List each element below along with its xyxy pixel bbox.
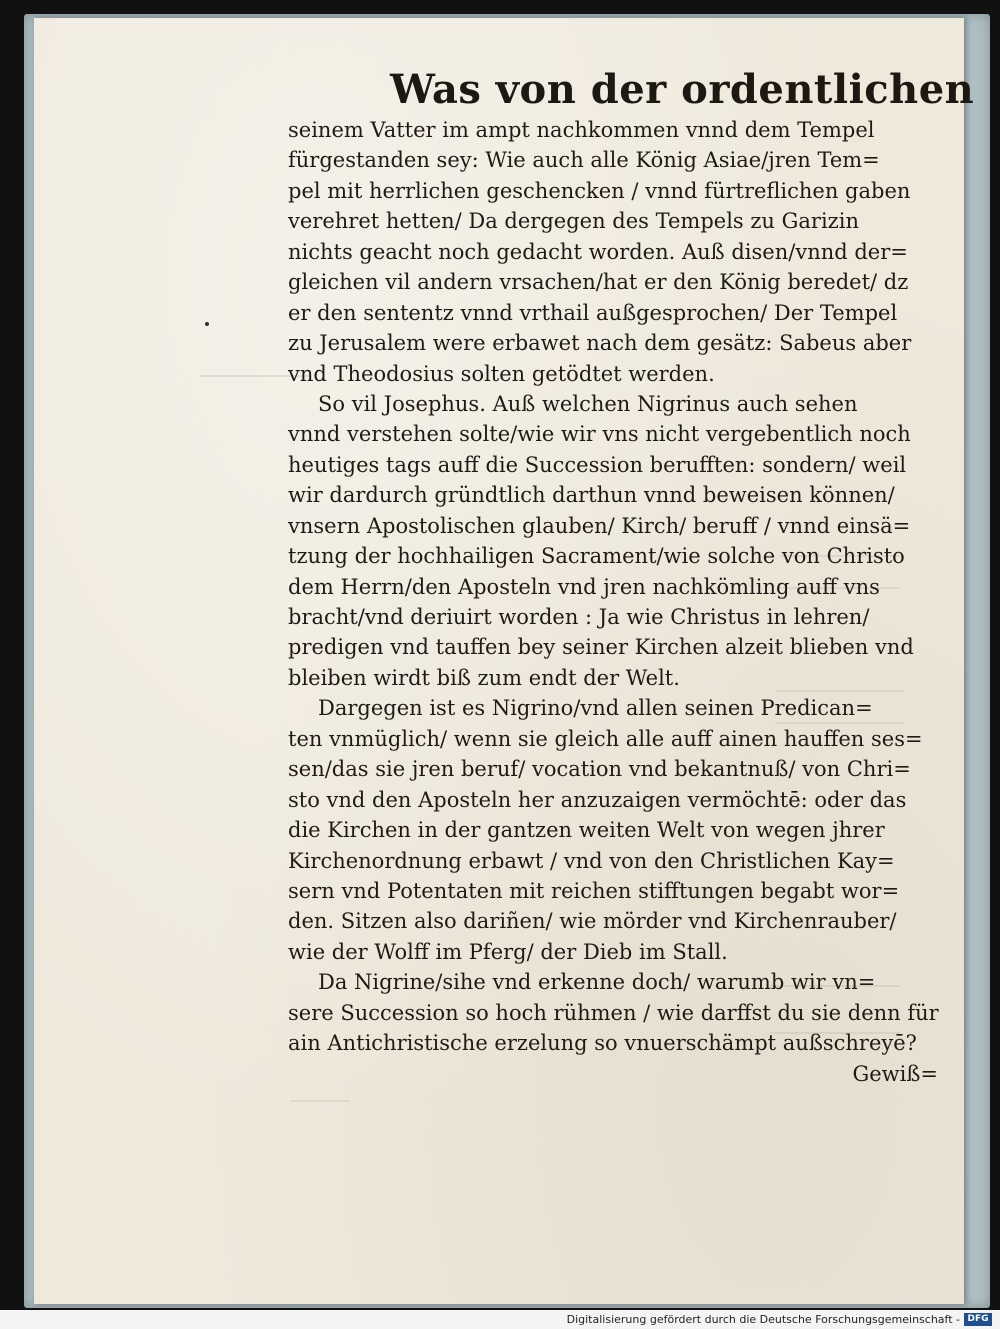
text-line: bracht/vnd deriuirt worden : Ja wie Christus in lehren/: [288, 605, 870, 629]
body-text: [288, 115, 938, 1089]
text-line: sere Succession so hoch rühmen / wie darffst du sie denn für: [288, 1000, 939, 1025]
text-line: tzung der hochhailigen Sacrament/wie solche von Christo: [288, 544, 905, 569]
text-line: bleiben wirdt biß zum endt der Welt.: [288, 665, 680, 690]
catchword: Gewiß=: [852, 1061, 938, 1086]
text-line: nichts geacht noch gedacht worden. Auß disen/vnnd der=: [288, 239, 908, 264]
text-line: heutiges tags auff die Succession berufften: sondern/ weil: [288, 452, 907, 477]
text-line: zu Jerusalem were erbawet nach dem gesätz: Sabeus aber: [288, 331, 912, 356]
text-line: Kirchenordnung erbawt / vnd von den Christlichen Kay=: [288, 848, 895, 873]
text-line: ain Antichristische erzelung so vnuerschämpt außschreyē?: [288, 1031, 917, 1056]
text-line: die Kirchen in der gantzen weiten Welt von wegen jhrer: [288, 818, 885, 843]
running-head: Was von der ordentlichen: [390, 66, 975, 113]
margin-ink-dot: [205, 322, 209, 326]
text-line: er den sententz vnnd vrthail außgesprochen/ Der Tempel: [288, 300, 898, 325]
paragraph-start-line: Dargegen ist es Nigrino/vnd allen seinen Predican=: [318, 696, 873, 721]
text-line: wie der Wolff im Pferg/ der Dieb im Stall.: [288, 939, 728, 964]
text-line: gleichen vil andern vrsachen/hat er den König beredet/ dz: [288, 270, 909, 295]
text-line: sen/das sie jren beruf/ vocation vnd bekantnuß/ von Chri=: [288, 757, 911, 782]
dfg-logo: DFG: [964, 1313, 992, 1326]
text-line: seinem Vatter im ampt nachkommen vnnd dem Tempel: [288, 118, 875, 142]
text-line: ten vnmüglich/ wenn sie gleich alle auff ainen hauffen ses=: [288, 726, 923, 751]
text-line: sern vnd Potentaten mit reichen stifftungen begabt wor=: [288, 878, 900, 903]
funding-credit: Digitalisierung gefördert durch die Deutsche Forschungsgemeinschaft -: [566, 1313, 960, 1326]
paragraph-start-line: Da Nigrine/sihe vnd erkenne doch/ warumb wir vn=: [318, 970, 876, 995]
text-line: vnd Theodosius solten getödtet werden.: [288, 361, 715, 386]
text-line: pel mit herrlichen geschencken / vnnd fürtreflichen gaben: [288, 178, 911, 203]
text-line: den. Sitzen also dariñen/ wie mörder vnd Kirchenrauber/: [288, 909, 897, 934]
text-line: dem Herrn/den Aposteln vnd jren nachkömling auff vns: [288, 574, 880, 599]
text-line: vnsern Apostolischen glauben/ Kirch/ beruff / vnnd einsä=: [288, 513, 911, 538]
text-line: wir dardurch gründtlich darthun vnnd beweisen können/: [288, 483, 895, 508]
text-line: predigen vnd tauffen bey seiner Kirchen alzeit blieben vnd: [288, 635, 914, 660]
text-line: vnnd verstehen solte/wie wir vns nicht vergebentlich noch: [288, 422, 911, 447]
paragraph-start-line: So vil Josephus. Auß welchen Nigrinus auch sehen: [318, 391, 858, 416]
text-line: verehret hetten/ Da dergegen des Tempels zu Garizin: [288, 209, 859, 234]
text-line: fürgestanden sey: Wie auch alle König Asiae/jren Tem=: [288, 148, 880, 173]
text-line: sto vnd den Aposteln her anzuzaigen vermöchtē: oder das: [288, 787, 907, 812]
